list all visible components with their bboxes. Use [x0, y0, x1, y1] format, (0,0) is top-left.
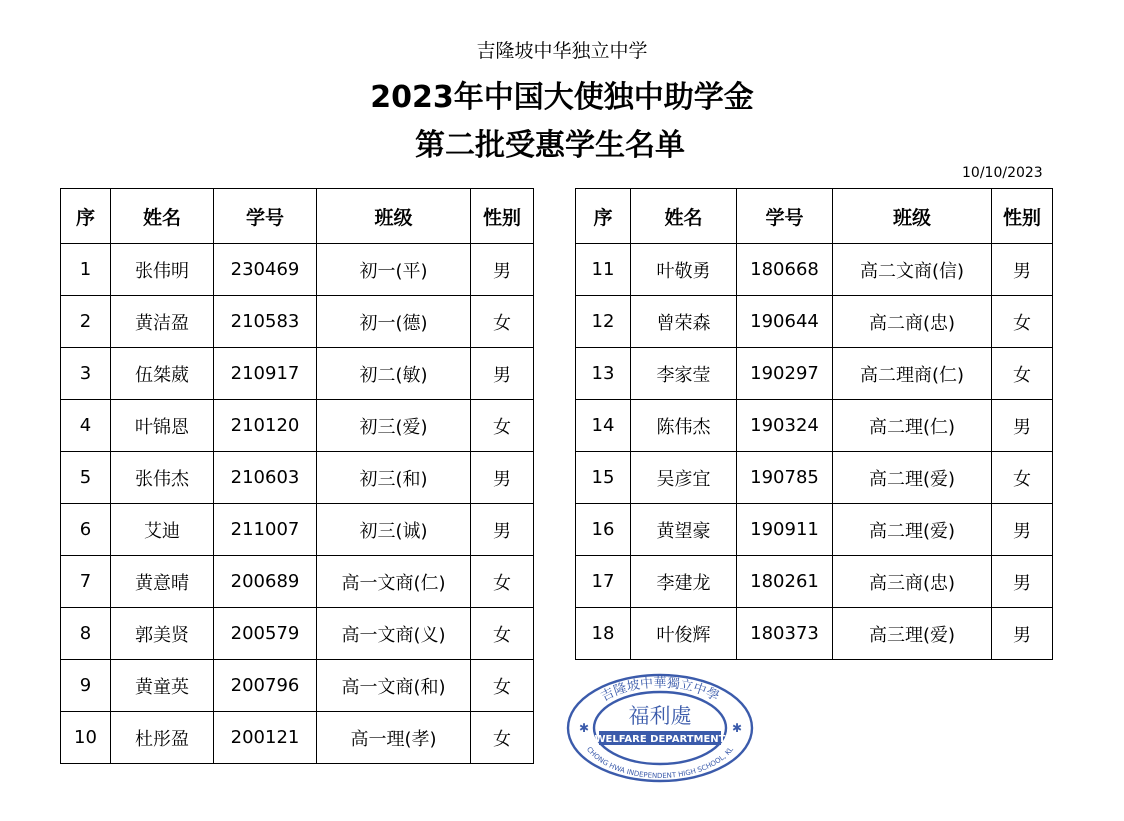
cell-name: 叶俊辉 — [631, 608, 737, 660]
cell-no: 3 — [61, 348, 111, 400]
cell-no: 6 — [61, 504, 111, 556]
cell-student-id: 210917 — [214, 348, 317, 400]
cell-class: 初一(平) — [317, 244, 471, 296]
table-row — [576, 244, 1053, 296]
col-header-class: 班级 — [833, 189, 992, 244]
cell-student-id: 190644 — [737, 296, 833, 348]
table-row — [576, 608, 1053, 660]
table-row — [61, 296, 534, 348]
cell-gender: 女 — [471, 712, 534, 764]
stamp-star-left-icon: ✱ — [579, 721, 590, 735]
cell-name: 杜彤盈 — [111, 712, 214, 764]
stamp-inner-ring — [594, 692, 726, 764]
table-row — [576, 296, 1053, 348]
col-header-gender: 性别 — [471, 189, 534, 244]
cell-gender: 男 — [471, 348, 534, 400]
cell-name: 陈伟杰 — [631, 400, 737, 452]
cell-name: 伍桀葳 — [111, 348, 214, 400]
cell-student-id: 200796 — [214, 660, 317, 712]
cell-gender: 男 — [471, 244, 534, 296]
col-header-name: 姓名 — [631, 189, 737, 244]
cell-no: 9 — [61, 660, 111, 712]
cell-gender: 男 — [992, 608, 1053, 660]
cell-student-id: 200121 — [214, 712, 317, 764]
cell-name: 艾迪 — [111, 504, 214, 556]
cell-name: 曾荣森 — [631, 296, 737, 348]
cell-class: 初三(爱) — [317, 400, 471, 452]
cell-gender: 女 — [471, 608, 534, 660]
table-row — [61, 452, 534, 504]
cell-no: 7 — [61, 556, 111, 608]
cell-student-id: 180668 — [737, 244, 833, 296]
cell-name: 张伟杰 — [111, 452, 214, 504]
cell-no: 16 — [576, 504, 631, 556]
stamp-top-text: 吉隆坡中華獨立中學 — [598, 676, 722, 705]
cell-no: 12 — [576, 296, 631, 348]
cell-class: 初三(和) — [317, 452, 471, 504]
cell-student-id: 210120 — [214, 400, 317, 452]
cell-student-id: 211007 — [214, 504, 317, 556]
cell-no: 15 — [576, 452, 631, 504]
col-header-id: 学号 — [737, 189, 833, 244]
title-line-2: 第二批受惠学生名单 — [415, 128, 685, 163]
cell-student-id: 180261 — [737, 556, 833, 608]
cell-student-id: 180373 — [737, 608, 833, 660]
cell-no: 14 — [576, 400, 631, 452]
col-header-gender: 性别 — [992, 189, 1053, 244]
table-row — [61, 712, 534, 764]
table-header-row — [61, 189, 534, 244]
cell-student-id: 200579 — [214, 608, 317, 660]
cell-no: 18 — [576, 608, 631, 660]
cell-class: 初三(诚) — [317, 504, 471, 556]
cell-class: 高三理(爱) — [833, 608, 992, 660]
cell-student-id: 190785 — [737, 452, 833, 504]
cell-name: 李建龙 — [631, 556, 737, 608]
cell-no: 1 — [61, 244, 111, 296]
cell-class: 高一文商(仁) — [317, 556, 471, 608]
cell-student-id: 190911 — [737, 504, 833, 556]
cell-class: 高二理(爱) — [833, 504, 992, 556]
table-row — [61, 504, 534, 556]
table-row — [61, 556, 534, 608]
cell-student-id: 190297 — [737, 348, 833, 400]
cell-student-id: 190324 — [737, 400, 833, 452]
cell-class: 高二文商(信) — [833, 244, 992, 296]
cell-name: 郭美贤 — [111, 608, 214, 660]
cell-gender: 男 — [992, 400, 1053, 452]
cell-class: 初二(敏) — [317, 348, 471, 400]
school-name: 吉隆坡中华独立中学 — [476, 40, 648, 62]
cell-gender: 女 — [992, 296, 1053, 348]
cell-class: 高二商(忠) — [833, 296, 992, 348]
cell-no: 13 — [576, 348, 631, 400]
cell-name: 吴彦宜 — [631, 452, 737, 504]
title-line-1: 2023年中国大使独中助学金 — [370, 80, 754, 115]
table-row — [576, 348, 1053, 400]
cell-class: 高一理(孝) — [317, 712, 471, 764]
table-row — [61, 608, 534, 660]
cell-no: 10 — [61, 712, 111, 764]
cell-class: 高一文商(和) — [317, 660, 471, 712]
cell-student-id: 230469 — [214, 244, 317, 296]
col-header-no: 序 — [576, 189, 631, 244]
cell-no: 4 — [61, 400, 111, 452]
table-row — [576, 452, 1053, 504]
cell-student-id: 210603 — [214, 452, 317, 504]
cell-gender: 女 — [471, 296, 534, 348]
cell-gender: 女 — [471, 400, 534, 452]
cell-student-id: 200689 — [214, 556, 317, 608]
cell-gender: 男 — [992, 556, 1053, 608]
cell-class: 高二理商(仁) — [833, 348, 992, 400]
cell-no: 17 — [576, 556, 631, 608]
cell-name: 叶锦恩 — [111, 400, 214, 452]
date-label: 10/10/2023 — [962, 165, 1043, 181]
col-header-name: 姓名 — [111, 189, 214, 244]
stamp-star-right-icon: ✱ — [732, 721, 743, 735]
col-header-class: 班级 — [317, 189, 471, 244]
stamp-bottom-text: CHONG HWA INDEPENDENT HIGH SCHOOL, KL — [584, 745, 736, 781]
student-table-right — [575, 188, 1053, 660]
cell-class: 初一(德) — [317, 296, 471, 348]
cell-gender: 男 — [471, 504, 534, 556]
col-header-no: 序 — [61, 189, 111, 244]
table-header-row — [576, 189, 1053, 244]
table-row — [61, 348, 534, 400]
cell-class: 高三商(忠) — [833, 556, 992, 608]
cell-name: 黄望豪 — [631, 504, 737, 556]
cell-name: 黄意晴 — [111, 556, 214, 608]
cell-no: 2 — [61, 296, 111, 348]
cell-gender: 男 — [992, 504, 1053, 556]
col-header-id: 学号 — [214, 189, 317, 244]
cell-class: 高二理(爱) — [833, 452, 992, 504]
cell-gender: 女 — [992, 348, 1053, 400]
cell-name: 李家莹 — [631, 348, 737, 400]
student-table-left — [60, 188, 534, 764]
table-row — [576, 556, 1053, 608]
cell-gender: 男 — [992, 244, 1053, 296]
cell-class: 高一文商(义) — [317, 608, 471, 660]
table-row — [61, 244, 534, 296]
cell-name: 叶敬勇 — [631, 244, 737, 296]
cell-no: 5 — [61, 452, 111, 504]
table-row — [61, 400, 534, 452]
cell-name: 张伟明 — [111, 244, 214, 296]
table-row — [576, 400, 1053, 452]
cell-gender: 女 — [992, 452, 1053, 504]
cell-name: 黄洁盈 — [111, 296, 214, 348]
cell-name: 黄童英 — [111, 660, 214, 712]
stamp-center-text: 福利處 — [628, 704, 692, 728]
stamp-band-text: WELFARE DEPARTMENT — [594, 734, 726, 745]
cell-student-id: 210583 — [214, 296, 317, 348]
welfare-department-stamp — [565, 672, 755, 784]
cell-no: 11 — [576, 244, 631, 296]
table-row — [61, 660, 534, 712]
cell-gender: 女 — [471, 556, 534, 608]
cell-gender: 男 — [471, 452, 534, 504]
table-row — [576, 504, 1053, 556]
cell-gender: 女 — [471, 660, 534, 712]
cell-class: 高二理(仁) — [833, 400, 992, 452]
cell-no: 8 — [61, 608, 111, 660]
